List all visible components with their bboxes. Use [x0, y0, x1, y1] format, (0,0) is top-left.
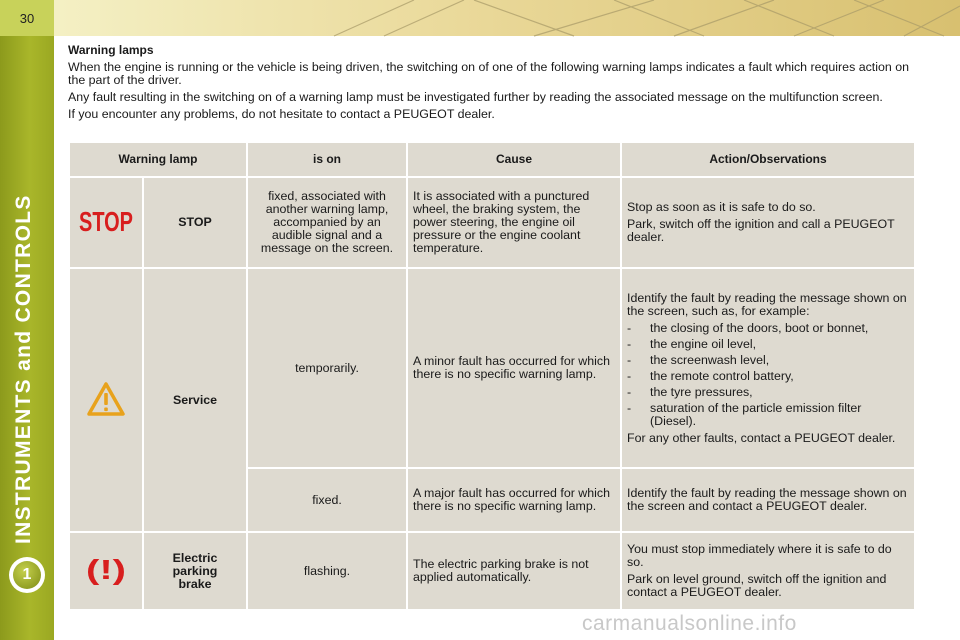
service-fixed-action: Identify the fault by reading the message shown on the screen and contact a PEUGEOT dealer.: [622, 469, 914, 531]
parking-brake-lamp-name: [144, 533, 246, 609]
stop-is-on: fixed, associated with another warning lamp, accompanied by an audible signal and a message on the screen.: [248, 178, 406, 267]
parking-brake-action-1: You must stop immediately where it is safe to do so.: [627, 542, 892, 569]
banner-pattern: [54, 0, 960, 36]
parking-brake-icon-text: (!): [86, 553, 126, 585]
warning-triangle-icon: [86, 381, 126, 417]
parking-brake-name-line-2: parking: [172, 563, 218, 578]
service-temp-cause: A minor fault has occurred for which there is no specific warning lamp.: [408, 269, 620, 467]
chapter-title: INSTRUMENTS and CONTROLS: [12, 194, 35, 544]
intro-section: [68, 43, 916, 125]
intro-paragraph-3: If you encounter any problems, do not hesitate to contact a PEUGEOT dealer.: [68, 107, 495, 121]
table-header-row: [70, 143, 914, 176]
header-warning-lamp: Warning lamp: [70, 143, 246, 176]
header-action: Action/Observations: [622, 143, 914, 176]
stop-cause: It is associated with a punctured wheel, the braking system, the power steering, the engine oil pressure or the engine coolant temperature.: [408, 178, 620, 267]
intro-paragraph-1: When the engine is running or the vehicle is being driven, the switching on of one of the following warning lamps indicates a fault which requires action on the part of the driver.: [68, 60, 909, 87]
header-banner: [54, 0, 960, 36]
watermark: carmanualsonline.info: [582, 612, 797, 635]
parking-brake-icon: [84, 553, 128, 587]
chapter-sidebar: [0, 0, 54, 640]
service-icon-cell: [70, 269, 142, 531]
stop-lamp-name: STOP: [144, 178, 246, 267]
service-lamp-name: Service: [144, 269, 246, 531]
service-fixed-cause: A major fault has occurred for which there is no specific warning lamp.: [408, 469, 620, 531]
intro-paragraph-2: Any fault resulting in the switching on of a warning lamp must be investigated further by reading the associated message on the multifunction screen.: [68, 90, 883, 104]
service-action-outro: For any other faults, contact a PEUGEOT dealer.: [627, 430, 896, 445]
stop-action-1: Stop as soon as it is safe to do so.: [627, 200, 816, 214]
parking-brake-name-line-3: brake: [178, 576, 212, 591]
stop-icon-text: STOP: [79, 206, 133, 237]
service-action-intro: Identify the fault by reading the message shown on the screen, such as, for example:: [627, 290, 907, 318]
warning-lamps-table: [68, 141, 916, 611]
list-item: - the closing of the doors, boot or bonnet,: [627, 322, 909, 335]
stop-icon: [78, 206, 134, 236]
parking-brake-icon-cell: [70, 533, 142, 609]
list-item: - the engine oil level,: [627, 338, 909, 351]
parking-brake-action: [622, 533, 914, 609]
service-fixed-is-on: fixed.: [248, 469, 406, 531]
parking-brake-cause: The electric parking brake is not applied automatically.: [408, 533, 620, 609]
service-temp-action: [622, 269, 914, 467]
stop-action: [622, 178, 914, 267]
parking-brake-name-line-1: Electric: [172, 550, 218, 565]
list-item: - the remote control battery,: [627, 370, 909, 383]
chapter-number: 1: [13, 561, 41, 589]
section-title: Warning lamps: [68, 43, 154, 57]
stop-action-2: Park, switch off the ignition and call a PEUGEOT dealer.: [627, 217, 895, 244]
parking-brake-is-on: flashing.: [248, 533, 406, 609]
parking-brake-action-2: Park on level ground, switch off the ignition and contact a PEUGEOT dealer.: [627, 572, 887, 599]
table-row-parking-brake: [70, 533, 914, 609]
table-row-service-temporary: [70, 269, 914, 467]
page-number: 30: [19, 10, 35, 26]
list-item: - saturation of the particle emission filter (Diesel).: [627, 402, 909, 428]
header-cause: Cause: [408, 143, 620, 176]
page-number-box: [0, 0, 54, 36]
list-item: - the tyre pressures,: [627, 386, 909, 399]
chapter-badge: [9, 557, 45, 593]
header-is-on: is on: [248, 143, 406, 176]
service-action-list: [627, 322, 909, 428]
list-item: - the screenwash level,: [627, 354, 909, 367]
table-row-stop: [70, 178, 914, 267]
service-temp-is-on: temporarily.: [248, 269, 406, 467]
stop-icon-cell: [70, 178, 142, 267]
